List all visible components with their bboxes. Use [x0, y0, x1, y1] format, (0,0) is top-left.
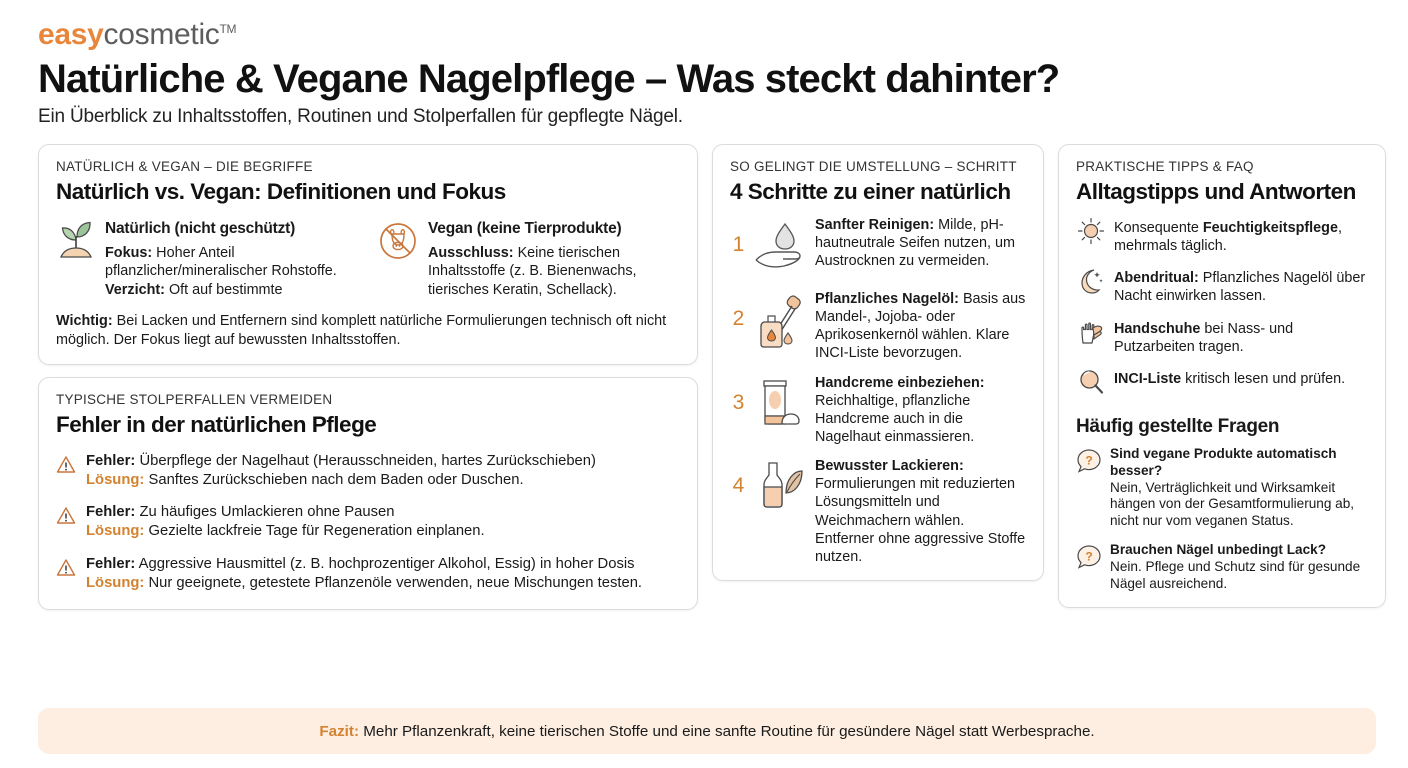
steps-kicker: SO GELINGT DIE UMSTELLUNG – SCHRITT: [730, 158, 1017, 174]
definition-text-ausschluss: Keine tierischen Inhaltsstoffe (z. B. Bienenwachs, tierisches Keratin, Schellack).: [428, 244, 637, 298]
step-item-2: [730, 290, 1026, 363]
mistake-text: [86, 555, 642, 593]
tip-pre: Konsequente: [1114, 219, 1203, 236]
step-item-3: [730, 374, 1026, 447]
step-heading: Handcreme einbeziehen:: [815, 374, 985, 391]
svg-text:?: ?: [1085, 549, 1093, 564]
definition-text-fokus: Hoher Anteil pflanzlicher/mineralischer Rohstoffe.: [105, 244, 337, 280]
mistake-error-label: Fehler:: [86, 555, 136, 572]
tip-bold: Feuchtigkeitspflege: [1202, 219, 1338, 236]
definition-vegan-heading: Vegan (keine Tierprodukte): [428, 219, 622, 237]
definition-natural-line-2: [105, 281, 357, 299]
no-animal-icon: [379, 219, 419, 299]
faq-title: Häufig gestellte Fragen: [1076, 415, 1280, 437]
definition-label-verzicht: Verzicht:: [105, 281, 165, 298]
steps-card: [712, 144, 1044, 581]
faq-answer: Nein, Verträglichkeit und Wirksamkeit hängen von der Gesamtformulierung ab, nicht nur vom veganen Status.: [1110, 479, 1355, 529]
mistake-text: [86, 503, 485, 541]
mistake-error-line: [86, 452, 596, 471]
tip-text: [1114, 216, 1368, 255]
tip-bold: Handschuhe: [1114, 320, 1201, 337]
right-column: [1058, 144, 1386, 608]
conclusion-body: Mehr Pflanzenkraft, keine tierischen Stoffe und eine sanfte Routine für gesündere Nägel statt Werbesprache.: [359, 722, 1095, 740]
mistake-error-line: [86, 503, 485, 522]
step-number: 4: [732, 474, 745, 498]
mistake-error-text: Aggressive Hausmittel (z. B. hochprozentiger Alkohol, Essig) in hoher Dosis: [135, 555, 635, 572]
faq-answer: Nein. Pflege und Schutz sind für gesunde Nägel ausreichend.: [1110, 558, 1361, 591]
mistake-text: [86, 452, 596, 490]
logo-easy: easy: [38, 18, 104, 51]
tip-item-gloves: [1076, 317, 1368, 356]
step-text: [815, 216, 1026, 270]
moon-icon: [1076, 266, 1106, 301]
step-number: 2: [732, 306, 745, 330]
mistake-error-text: Überpflege der Nagelhaut (Herausschneiden, hartes Zurückschieben): [135, 452, 596, 469]
page-subtitle: Ein Überblick zu Inhaltsstoffen, Routinen und Stolperfallen für gepflegte Nägel.: [38, 105, 683, 127]
tip-item-moisture: [1076, 216, 1368, 255]
brand-logo: [38, 18, 1376, 51]
definitions-note-text: Bei Lacken und Entfernern sind komplett natürliche Formulierungen technisch oft nicht möglich. Der Fokus liegt auf bewussten Inhaltsstoffen.: [56, 313, 667, 348]
definitions-list: [56, 219, 680, 299]
step-heading: Sanfter Reinigen:: [815, 216, 935, 233]
mistake-error-text: Zu häufiges Umlackieren ohne Pausen: [135, 504, 395, 521]
definition-vegan-line-1: [428, 244, 680, 299]
tip-bold: Abendritual:: [1114, 270, 1199, 287]
step-body: Basis aus Mandel-, Jojoba- oder Aprikosenkernöl wählen. Klare INCI-Liste bevorzugen.: [815, 290, 1026, 362]
mistake-solution-line: [86, 522, 485, 541]
magnifier-icon: [1076, 367, 1106, 402]
step-body: Reichhaltige, pflanzliche Handcreme auch in die Nagelhaut einmassieren.: [815, 392, 975, 445]
svg-text:?: ?: [1085, 453, 1093, 468]
step-body: Formulierungen mit reduzierten Lösungsmitteln und Weichmachern wählen. Entferner ohne aggressive Stoffe nutzen.: [815, 476, 1026, 565]
tip-item-evening: [1076, 266, 1368, 305]
dropper-bottle-icon: [752, 290, 810, 359]
definition-natural-heading: Natürlich (nicht geschützt): [105, 219, 296, 237]
faq-question: Sind vegane Produkte automatisch besser?: [1110, 445, 1337, 478]
mistake-solution-line: [86, 574, 642, 593]
mistake-error-label: Fehler:: [86, 452, 136, 469]
logo-trademark: TM: [219, 22, 237, 36]
mistakes-list: [56, 452, 680, 593]
tip-bold: INCI-Liste: [1114, 370, 1182, 387]
mistakes-card: [38, 377, 698, 611]
mistakes-title: Fehler in der natürlichen Pflege: [56, 411, 377, 437]
tip-item-inci: [1076, 367, 1368, 402]
conclusion-banner: [38, 708, 1376, 754]
warning-triangle-icon: [56, 555, 78, 593]
definition-natural: [56, 219, 357, 299]
mistake-solution-text: Gezielte lackfreie Tage für Regeneration einplanen.: [144, 523, 485, 540]
faq-item: [1076, 542, 1368, 593]
logo-cosmetic: cosmetic: [103, 18, 220, 51]
conclusion-text: [319, 723, 1094, 740]
glove-icon: [1076, 317, 1106, 352]
mistake-item: [56, 503, 680, 541]
droplet-on-hand-icon: [752, 216, 810, 279]
mistake-error-line: [86, 555, 642, 574]
definition-label-fokus: Fokus:: [105, 244, 153, 261]
mistake-item: [56, 452, 680, 490]
question-bubble-icon: [1076, 446, 1102, 479]
tip-post: , mehrmals täglich.: [1114, 219, 1342, 255]
tip-post: bei Nass- und Putzarbeiten tragen.: [1114, 320, 1294, 355]
mistake-solution-label: Lösung:: [86, 471, 145, 488]
mistake-item: [56, 555, 680, 593]
step-heading: Pflanzliches Nagelöl:: [815, 290, 959, 307]
mistakes-kicker: TYPISCHE STOLPERFALLEN VERMEIDEN: [56, 391, 333, 407]
tip-text: [1114, 317, 1368, 356]
tips-list: [1076, 216, 1368, 402]
question-bubble-icon: [1076, 542, 1102, 575]
steps-list: [730, 216, 1026, 566]
content-columns: [38, 144, 1376, 610]
step-text: [815, 290, 1026, 363]
definitions-note: [56, 312, 680, 349]
tips-card: [1058, 144, 1386, 608]
faq-text: [1110, 542, 1368, 593]
step-item-4: [730, 457, 1026, 566]
mistake-error-label: Fehler:: [86, 504, 136, 521]
definition-vegan: [379, 219, 680, 299]
sun-icon: [1076, 216, 1106, 251]
hand-cream-tube-icon: [752, 374, 810, 437]
definitions-note-label: Wichtig:: [56, 313, 113, 330]
page-title: Natürliche & Vegane Nagelpflege – Was steckt dahinter?: [38, 57, 1060, 101]
step-item-1: [730, 216, 1026, 279]
middle-column: [712, 144, 1044, 581]
mistake-solution-line: [86, 471, 596, 490]
warning-triangle-icon: [56, 503, 78, 541]
faq-text: [1110, 446, 1368, 530]
step-number: 3: [732, 390, 745, 414]
tips-kicker: PRAKTISCHE TIPPS & FAQ: [1076, 158, 1254, 174]
definition-natural-body: [105, 219, 357, 299]
tips-title: Alltagstipps und Antworten: [1076, 178, 1356, 204]
faq-item: [1076, 446, 1368, 530]
tip-post: kritisch lesen und prüfen.: [1181, 370, 1346, 387]
step-body: Milde, pH-hautneutrale Seifen nutzen, um Austrocknen zu vermeiden.: [815, 216, 1016, 270]
mistake-solution-label: Lösung:: [86, 523, 145, 540]
tip-post: Pflanzliches Nagelöl über Nacht einwirken lassen.: [1114, 270, 1366, 305]
definition-vegan-body: [428, 219, 680, 299]
tip-text: [1114, 367, 1345, 388]
mistake-solution-text: Sanftes Zurückschieben nach dem Baden oder Duschen.: [144, 471, 524, 488]
nail-polish-leaf-icon: [752, 457, 810, 522]
faq-question: Brauchen Nägel unbedingt Lack?: [1110, 542, 1327, 558]
mistake-solution-label: Lösung:: [86, 574, 145, 591]
definitions-card: [38, 144, 698, 365]
definition-text-verzicht: Oft auf bestimmte: [164, 281, 283, 298]
step-text: [815, 374, 1026, 447]
definition-natural-line-1: [105, 244, 357, 281]
seedling-icon: [56, 219, 96, 299]
warning-triangle-icon: [56, 452, 78, 490]
step-number: 1: [732, 232, 745, 256]
definition-label-ausschluss: Ausschluss:: [428, 244, 514, 261]
definitions-title: Natürlich vs. Vegan: Definitionen und Fokus: [56, 178, 506, 204]
tip-text: [1114, 266, 1368, 305]
conclusion-label: Fazit:: [319, 722, 360, 740]
mistake-solution-text: Nur geeignete, getestete Pflanzenöle verwenden, neue Mischungen testen.: [144, 574, 643, 591]
step-text: [815, 457, 1026, 566]
definitions-kicker: NATÜRLICH & VEGAN – DIE BEGRIFFE: [56, 158, 313, 174]
steps-title: 4 Schritte zu einer natürlich: [730, 178, 1011, 204]
left-column: [38, 144, 698, 610]
step-heading: Bewusster Lackieren:: [815, 458, 964, 475]
